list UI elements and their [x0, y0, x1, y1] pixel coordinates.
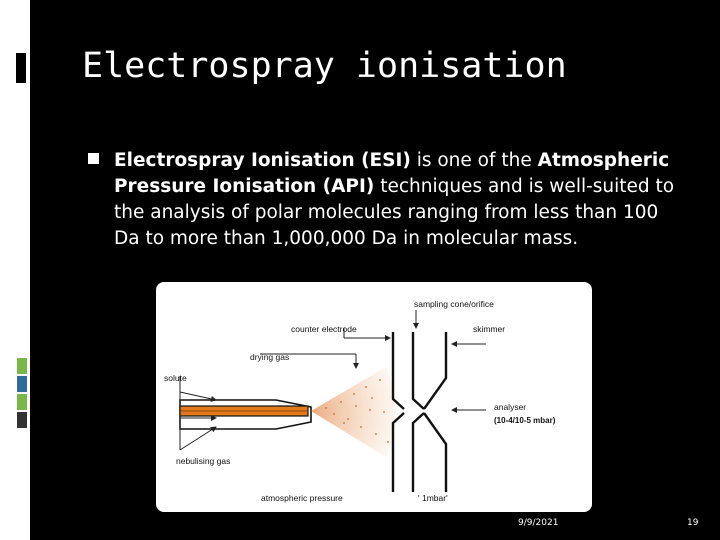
label-atmospheric-pressure: atmospheric pressure	[261, 493, 343, 503]
label-sampling-cone: sampling cone/orifice	[414, 299, 494, 309]
accent-mark-dark	[17, 412, 27, 428]
slide-title: Electrospray ionisation	[82, 46, 567, 86]
label-skimmer: skimmer	[473, 324, 506, 334]
label-solute: solute	[164, 373, 187, 383]
label-analyser: analyser	[494, 402, 527, 412]
square-bullet-icon	[88, 153, 99, 164]
accent-mark-blue	[17, 376, 27, 392]
label-one-mbar: ' 1mbar'	[418, 493, 448, 503]
api-term: Atmospheric Pressure Ionisation (API)	[114, 150, 670, 197]
bullet-item	[88, 148, 688, 252]
esi-diagram	[156, 282, 592, 512]
accent-mark-green-2	[17, 394, 27, 410]
label-drying-gas: drying gas	[250, 352, 290, 362]
esi-diagram-svg	[156, 282, 592, 512]
esi-term: Electrospray Ionisation (ESI)	[114, 150, 411, 171]
label-nebulising-gas: nebulising gas	[176, 456, 231, 466]
slide-number: 19	[687, 518, 699, 528]
label-counter-electrode: counter electrode	[291, 324, 357, 334]
bullet-text	[114, 148, 688, 252]
bullet-text-connector: is one of the	[410, 150, 538, 171]
label-analyser-pressure: (10-4/10-5 mbar)	[494, 416, 556, 425]
skimmer	[413, 332, 424, 492]
bullet-text-rest: techniques and is well-suited to the analysis of polar molecules ranging from less than 100 Da to more than 1,000,000 Da in molecular mass.	[114, 176, 675, 249]
accent-mark-green-1	[17, 358, 27, 374]
accent-mark-top	[16, 53, 26, 83]
footer-date: 9/9/2021	[518, 518, 559, 528]
